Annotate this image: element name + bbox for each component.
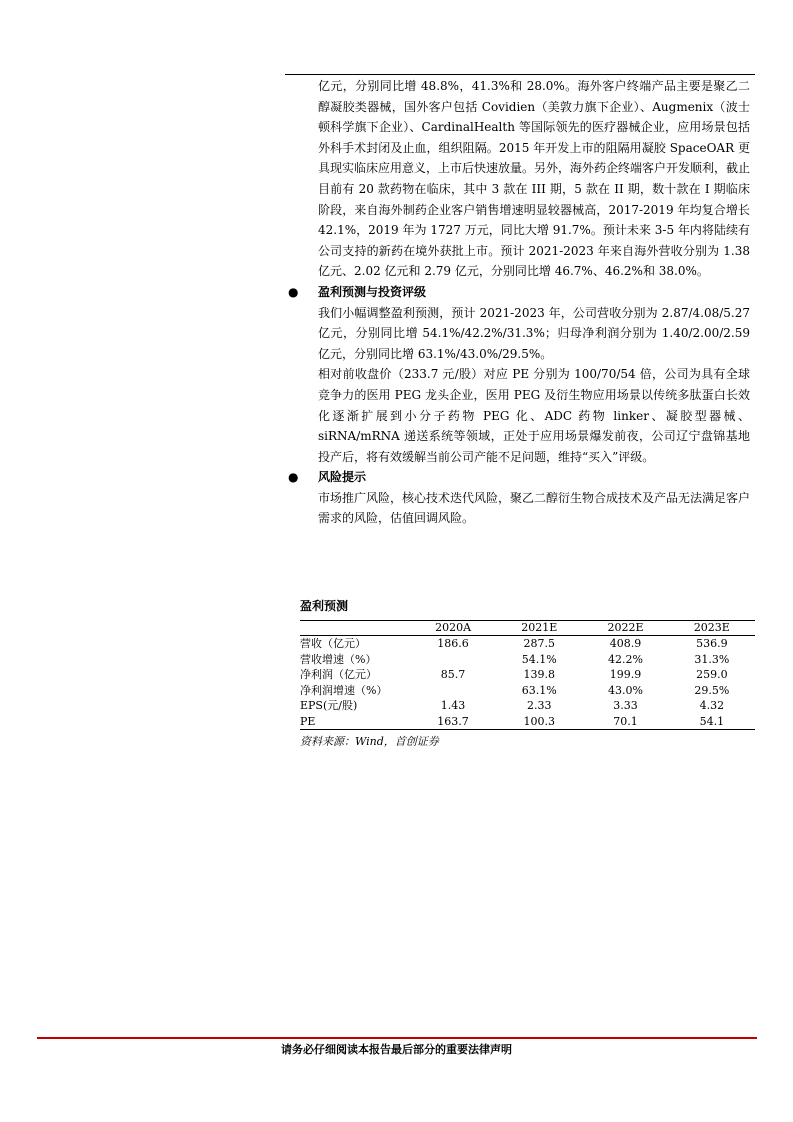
table-cell: 54.1%: [521, 652, 557, 666]
table-source: 资料来源：Wind，首创证券: [300, 735, 439, 748]
table-cell: 259.0: [696, 668, 728, 681]
table-cell: 3.33: [613, 699, 638, 712]
intro-paragraph: 亿元，分别同比增 48.8%，41.3%和 28.0%。海外客户终端产品主要是聚乙二醇凝胶类器械，国外客户包括 Covidien（美敦力旗下企业）、Augmenix（波士顿科学旗下企业）、CardinalHealth 等国际领先的医疗器械企业，应用场景包括外科手术封闭及止血，组织阻隔。2015 年开发上市的阻隔用凝胶 SpaceOAR 更具现实临床应用意义，上市后快速放量。另外，海外药企终端客户开发顺利，截止目前有 20 款药物在临床，其中 3 款在 III 期，5 款在 II 期，数十款在 I 期临床阶段，来自海外制药企业客户销售增速明显较器械高，2017-2019 年均复合增长 42.1%，2019 年为 1727 万元，同比大增 91.7%。预计未来 3-5 年内将陆续有公司支持的新药在境外获批上市。预计 2021-2023 年来自海外营收分别为 1.38 亿元、2.02 亿元和 2.79 亿元，分别同比增 46.7%、46.2%和 38.0%。: [318, 79, 751, 279]
section-heading: 风险提示: [318, 470, 367, 485]
table-cell: [410, 683, 496, 699]
forecast-paragraph: 我们小幅调整盈利预测，预计 2021-2023 年，公司营收分别为 2.87/4.08/5.27 亿元，分别同比增 54.1%/42.2%/31.3%；归母净利润分别为 1.40/2.00/2.59 亿元，分别同比增 63.1%/43.0%/29.5%。: [318, 305, 750, 361]
table-cell: 163.7: [410, 714, 496, 730]
table-cell: 42.2%: [608, 652, 643, 666]
table-header-cell: 2020A: [410, 621, 496, 636]
table-header-row: [300, 621, 755, 636]
table-cell: 139.8: [523, 668, 555, 681]
rating-paragraph: 相对前收盘价（233.7 元/股）对应 PE 分别为 100/70/54 倍，公司为具有全球竞争力的医用 PEG 龙头企业，医用 PEG 及衍生物应用场景以传统多肽蛋白长效化逐渐扩展到小分子药物 PEG 化、ADC 药物 linker、凝胶型器械、siRNA/mRNA 递送系统等领域，正处于应用场景爆发前夜，公司辽宁盘锦基地投产后，将有效缓解当前公司产能不足问题，维持“买入”评级。: [318, 367, 750, 464]
row-label: 营收（亿元）: [300, 637, 366, 650]
table-cell: 54.1: [669, 714, 755, 730]
footer-disclaimer: 请务必仔细阅读本报告最后部分的重要法律声明: [281, 1043, 512, 1056]
table-header-cell: 2023E: [669, 621, 755, 636]
row-label: EPS(元/股): [300, 699, 358, 712]
table-row: [300, 683, 755, 699]
table-cell: 43.0%: [608, 683, 643, 697]
table-cell: 63.1%: [521, 683, 557, 697]
table-cell: 1.43: [440, 699, 466, 712]
bullet-icon: ●: [288, 470, 299, 485]
table-row: [300, 652, 755, 668]
table-row: [300, 698, 755, 714]
table-header-cell: 2021E: [496, 621, 582, 636]
table-header-cell: [300, 621, 410, 636]
table-cell: [410, 652, 496, 668]
table-cell: 536.9: [696, 637, 728, 650]
table-cell: 4.32: [699, 699, 725, 712]
row-label: 净利润增速（%）: [300, 683, 388, 697]
table-cell: 2.33: [527, 699, 552, 712]
footer-rule: [37, 1037, 757, 1039]
table-title: 盈利预测: [300, 599, 349, 613]
table-cell: 287.5: [523, 637, 555, 650]
table-cell: 199.9: [609, 668, 642, 681]
forecast-table: [300, 620, 755, 730]
table-cell: 85.7: [440, 668, 466, 681]
section-forecast: [288, 282, 750, 467]
table-cell: 29.5%: [694, 683, 730, 697]
forecast-table-block: [300, 598, 755, 749]
section-heading: 盈利预测与投资评级: [318, 284, 427, 299]
top-rule: [285, 74, 755, 75]
row-label: PE: [300, 714, 410, 730]
risk-paragraph: 市场推广风险，核心技术迭代风险，聚乙二醇衍生物合成技术及产品无法满足客户需求的风险，估值回调风险。: [318, 490, 751, 526]
table-cell: 31.3%: [694, 652, 730, 666]
row-label: 营收增速（%）: [300, 652, 377, 666]
table-cell: 186.6: [437, 637, 469, 650]
section-risk: [288, 467, 751, 529]
table-cell: 408.9: [609, 637, 642, 650]
table-row: [300, 667, 755, 683]
bullet-icon: ●: [288, 284, 299, 299]
body-column: [288, 76, 751, 529]
table-row: [300, 714, 755, 730]
row-label: 净利润（亿元）: [300, 668, 377, 681]
table-header-cell: 2022E: [582, 621, 668, 636]
table-cell: 70.1: [582, 714, 668, 730]
table-cell: 100.3: [496, 714, 582, 730]
table-row: [300, 636, 755, 652]
